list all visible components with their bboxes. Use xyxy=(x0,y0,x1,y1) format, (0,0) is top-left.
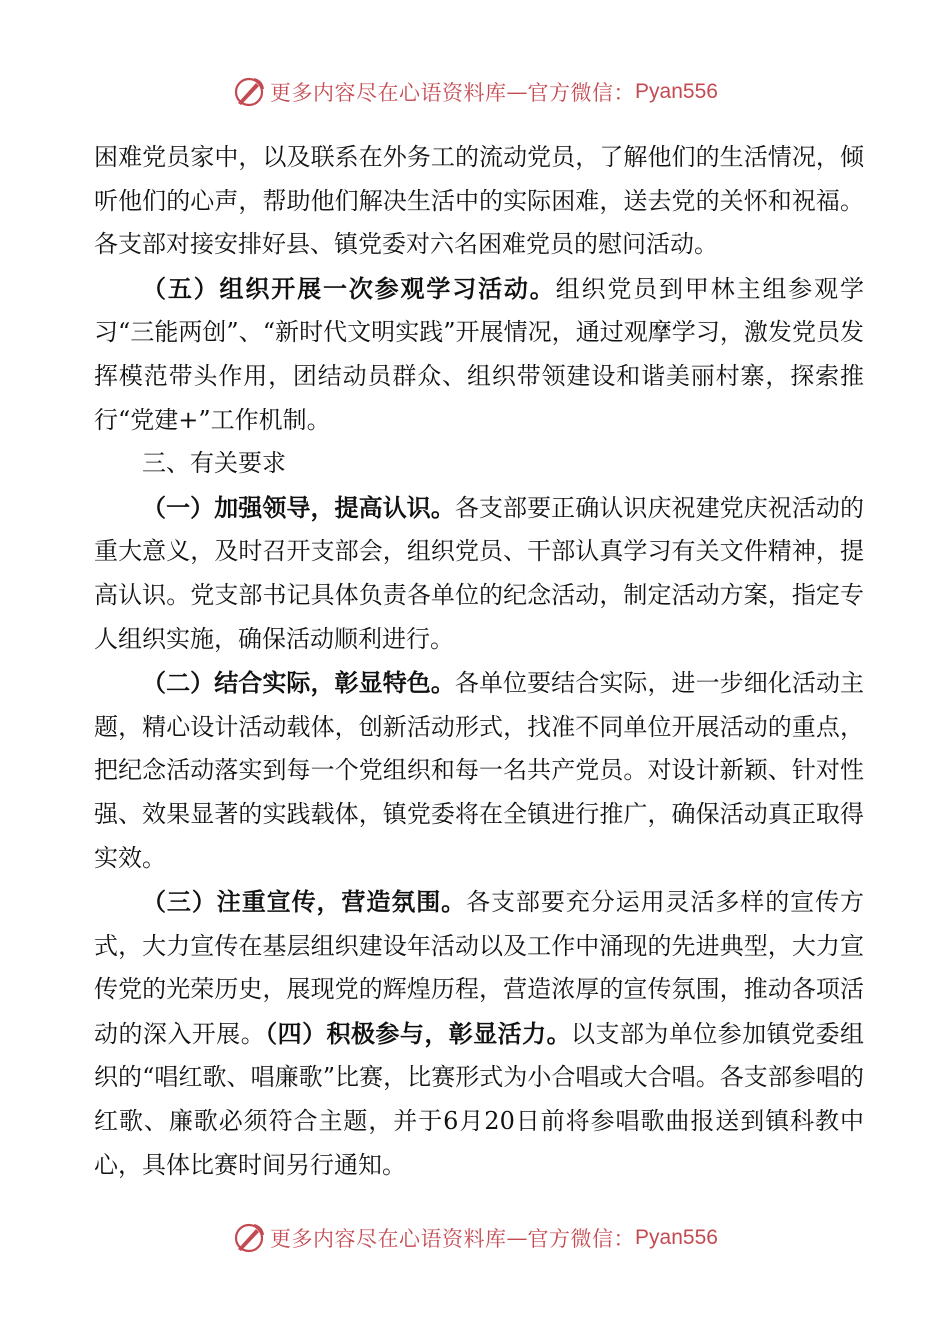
banner-text: 更多内容尽在心语资料库 xyxy=(270,81,507,105)
req-4-heading: （四）积极参与，彰显活力。 xyxy=(265,1018,572,1048)
footer-banner-separator: — xyxy=(506,1226,528,1250)
req-3-heading: （三）注重宣传，营造氛围。 xyxy=(142,887,467,917)
section-heading-requirements: 三、有关要求 xyxy=(142,449,286,478)
item-5-heading: （五）组织开展一次参观学习活动。 xyxy=(142,273,556,303)
header-banner xyxy=(0,70,950,114)
banner-wechat-id: Pyan556 xyxy=(635,80,718,103)
footer-banner-wechat-id: Pyan556 xyxy=(635,1226,718,1249)
footer-banner-text: 更多内容尽在心语资料库 xyxy=(270,1227,507,1251)
paragraph-continuation: 困难党员家中，以及联系在外务工的流动党员，了解他们的生活情况，倾听他们的心声，帮助他们解决生活中的实际困难，送去党的关怀和祝福。各支部对接安排好县、镇党委对六名困难党员的慰问活动。 xyxy=(94,143,864,259)
req-1-heading: （一）加强领导，提高认识。 xyxy=(142,492,455,522)
paragraph-req-2 xyxy=(94,661,864,880)
footer-banner xyxy=(0,1216,950,1260)
req-4-body: 以支部为单位参加镇党委组织的“唱红歌、唱廉歌”比赛，比赛形式为小合唱或大合唱。各支部参唱的红歌、廉歌必须符合主题，并于6月20日前将参唱歌曲报送到镇科教中心，具体比赛时间另行通知。 xyxy=(94,1019,865,1179)
paragraph-item-5 xyxy=(94,267,864,442)
pen-logo-icon xyxy=(232,1221,266,1255)
req-1-body: 各支部要正确认识庆祝建党庆祝活动的重大意义，及时召开支部会，组织党员、干部认真学习有关文件精神，提高认识。党支部书记具体负责各单位的纪念活动，制定活动方案，指定专人组织实施，确保活动顺利进行。 xyxy=(94,493,865,653)
document-body xyxy=(94,136,864,1187)
item-5-body: 组织党员到甲林主组参观学习“三能两创”、“新时代文明实践”开展情况，通过观摩学习，激发党员发挥模范带头作用，团结动员群众、组织带领建设和谐美丽村寨，探索推行“党建+”工作机制。 xyxy=(94,274,865,434)
req-3-body: 各支部要充分运用灵活多样的宣传方式，大力宣传在基层组织建设年活动以及工作中涌现的先进典型，大力宣传党的光荣历史，展现党的辉煌历程，营造浓厚的宣传氛围，推动各项活动的深入开展。 xyxy=(94,888,865,1048)
banner-wechat-label: 官方微信： xyxy=(527,81,636,105)
paragraph-req-1 xyxy=(94,486,864,661)
paragraph-req-3 xyxy=(94,880,864,1187)
footer-banner-wechat-label: 官方微信： xyxy=(527,1227,636,1251)
pen-logo-icon xyxy=(232,75,266,109)
banner-separator: — xyxy=(506,80,528,104)
req-2-body: 各单位要结合实际，进一步细化活动主题，精心设计活动载体，创新活动形式，找准不同单位开展活动的重点，把纪念活动落实到每一个党组织和每一名共产党员。对设计新颖、针对性强、效果显著的实践载体，镇党委将在全镇进行推广，确保活动真正取得实效。 xyxy=(94,669,865,872)
req-2-heading: （二）结合实际，彰显特色。 xyxy=(142,668,455,698)
